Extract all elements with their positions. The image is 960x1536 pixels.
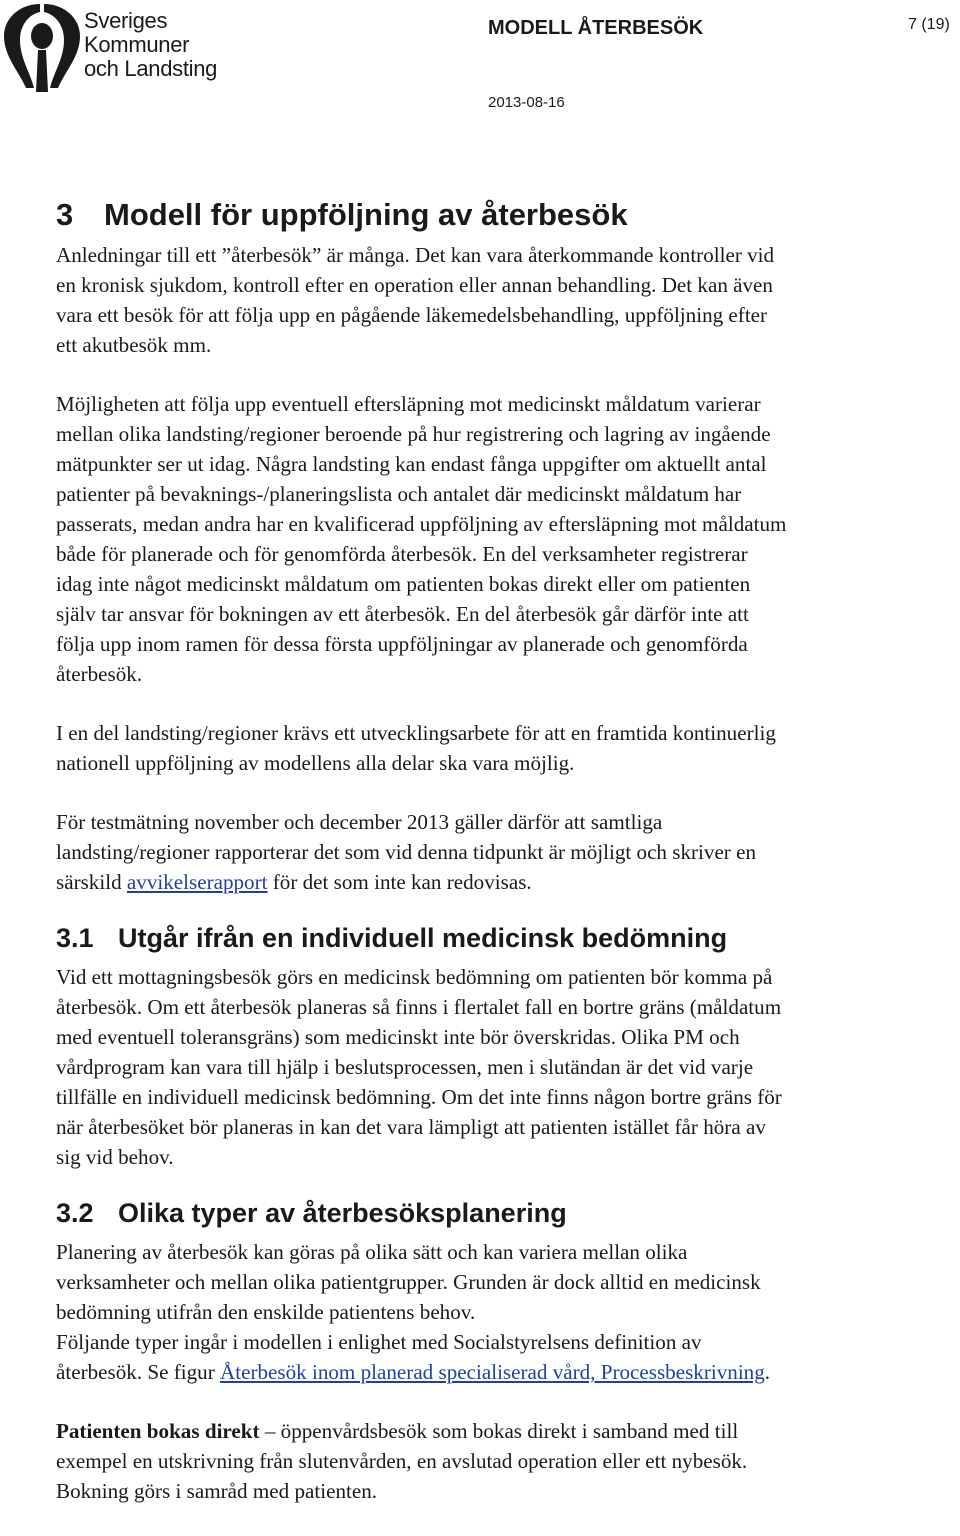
text-line: verksamheter och mellan olika patientgrupper. Grunden är dock alltid en medicinsk: [56, 1270, 761, 1294]
logo-wordmark: [84, 9, 217, 81]
document-title: MODELL ÅTERBESÖK: [488, 17, 704, 39]
paragraph: [56, 1416, 956, 1506]
process-description-link[interactable]: Återbesök inom planerad specialiserad vård, Processbeskrivning: [220, 1360, 765, 1384]
text-line: följa upp inom ramen för dessa första uppföljningar av planerade och genomförda: [56, 632, 748, 656]
text-line: [56, 867, 956, 897]
text-line: vara ett besök för att följa upp en pågående läkemedelsbehandling, uppföljning efter: [56, 303, 768, 327]
section-number: 3.2: [56, 1198, 94, 1228]
paragraph: [56, 718, 956, 778]
text-line: själv tar ansvar för bokningen av ett återbesök. En del återbesök går därför inte att: [56, 602, 749, 626]
paragraph: [56, 962, 956, 1172]
text-line: bedömning utifrån den enskilde patientens behov.: [56, 1300, 476, 1324]
section-number: 3: [56, 197, 74, 232]
text-line: med eventuell toleransgräns) som medicinskt inte bör överskridas. Olika PM och: [56, 1025, 740, 1049]
text-line: Följande typer ingår i modellen i enlighet med Socialstyrelsens definition av: [56, 1330, 702, 1354]
text-run: för det som inte kan redovisas.: [267, 870, 532, 894]
text-line: Anledningar till ett ”återbesök” är många. Det kan vara återkommande kontroller vid: [56, 243, 775, 267]
section-title: Olika typer av återbesöksplanering: [118, 1198, 567, 1228]
section-title: Modell för uppföljning av återbesök: [104, 197, 628, 232]
text-run: återbesök. Se figur: [56, 1360, 221, 1384]
text-line: återbesök. Om ett återbesök planeras så finns i flertalet fall en bortre gräns (måldatum: [56, 995, 782, 1019]
text-line: mellan olika landsting/regioner beroende på hur registrering och lagring av ingående: [56, 422, 771, 446]
section-heading-3-2: [56, 1191, 956, 1235]
organization-logo: [0, 0, 240, 95]
text-line: sig vid behov.: [56, 1145, 174, 1169]
paragraph: [56, 1237, 956, 1387]
document-body: [56, 190, 956, 1506]
text-line: Möjligheten att följa upp eventuell eftersläpning mot medicinskt måldatum varierar: [56, 392, 761, 416]
paragraph: [56, 807, 956, 897]
text-line: I en del landsting/regioner krävs ett utvecklingsarbete för att en framtida kontinuerlig: [56, 721, 776, 745]
term-bold: Patienten bokas direkt: [56, 1419, 260, 1443]
text-line: nationell uppföljning av modellens alla delar ska vara möjlig.: [56, 751, 575, 775]
text-line: en kronisk sjukdom, kontroll efter en operation eller annan behandling. Det kan även: [56, 273, 773, 297]
text-line: [56, 1416, 956, 1446]
text-line: [56, 1357, 956, 1387]
logo-line: Sveriges: [84, 8, 168, 33]
text-line: vårdprogram kan vara till hjälp i beslutsprocessen, men i slutändan är det vid varje: [56, 1055, 754, 1079]
section-number: 3.1: [56, 923, 94, 953]
section-heading-3-1: [56, 916, 956, 960]
logo-line: Kommuner: [84, 32, 190, 57]
text-line: när återbesöket bör planeras in kan det vara lämpligt att patienten istället får höra av: [56, 1115, 766, 1139]
text-line: patienter på bevaknings-/planeringslista och antalet där medicinskt måldatum har: [56, 482, 742, 506]
text-line: landsting/regioner rapporterar det som vid denna tidpunkt är möjligt och skriver en: [56, 840, 757, 864]
logo-line: och Landsting: [84, 56, 218, 81]
text-line: För testmätning november och december 2013 gäller därför att samtliga: [56, 810, 663, 834]
paragraph: [56, 389, 956, 689]
text-line: både för planerade och för genomförda återbesök. En del verksamheter registrerar: [56, 542, 748, 566]
section-heading-3: [56, 190, 956, 240]
document-date: 2013-08-16: [488, 94, 565, 111]
text-line: exempel en utskrivning från slutenvården, en avslutad operation eller ett nybesök.: [56, 1449, 748, 1473]
text-line: passerats, medan andra har en kvalificerad uppföljning av eftersläpning mot måldatum: [56, 512, 787, 536]
avvikelserapport-link[interactable]: avvikelserapport: [126, 870, 268, 894]
text-line: mätpunkter ser ut idag. Några landsting kan endast fånga uppgifter om aktuellt antal: [56, 452, 767, 476]
text-line: Vid ett mottagningsbesök görs en medicinsk bedömning om patienten bör komma på: [56, 965, 773, 989]
paragraph: [56, 240, 956, 360]
text-line: återbesök.: [56, 662, 143, 686]
page-number: 7 (19): [908, 16, 950, 33]
text-line: ett akutbesök mm.: [56, 333, 212, 357]
text-line: tillfälle en individuell medicinsk bedömning. Om det inte finns någon bortre gräns för: [56, 1085, 782, 1109]
text-line: Planering av återbesök kan göras på olika sätt och kan variera mellan olika: [56, 1240, 688, 1264]
text-line: Bokning görs i samråd med patienten.: [56, 1479, 378, 1503]
text-run: särskild: [56, 870, 127, 894]
section-title: Utgår ifrån en individuell medicinsk bedömning: [118, 923, 728, 953]
text-line: idag inte något medicinskt måldatum om patienten bokas direkt eller om patienten: [56, 572, 751, 596]
text-run: – öppenvårdsbesök som bokas direkt i samband med till: [259, 1419, 739, 1443]
logo-emblem-icon: [0, 0, 84, 95]
text-run: .: [764, 1360, 771, 1384]
